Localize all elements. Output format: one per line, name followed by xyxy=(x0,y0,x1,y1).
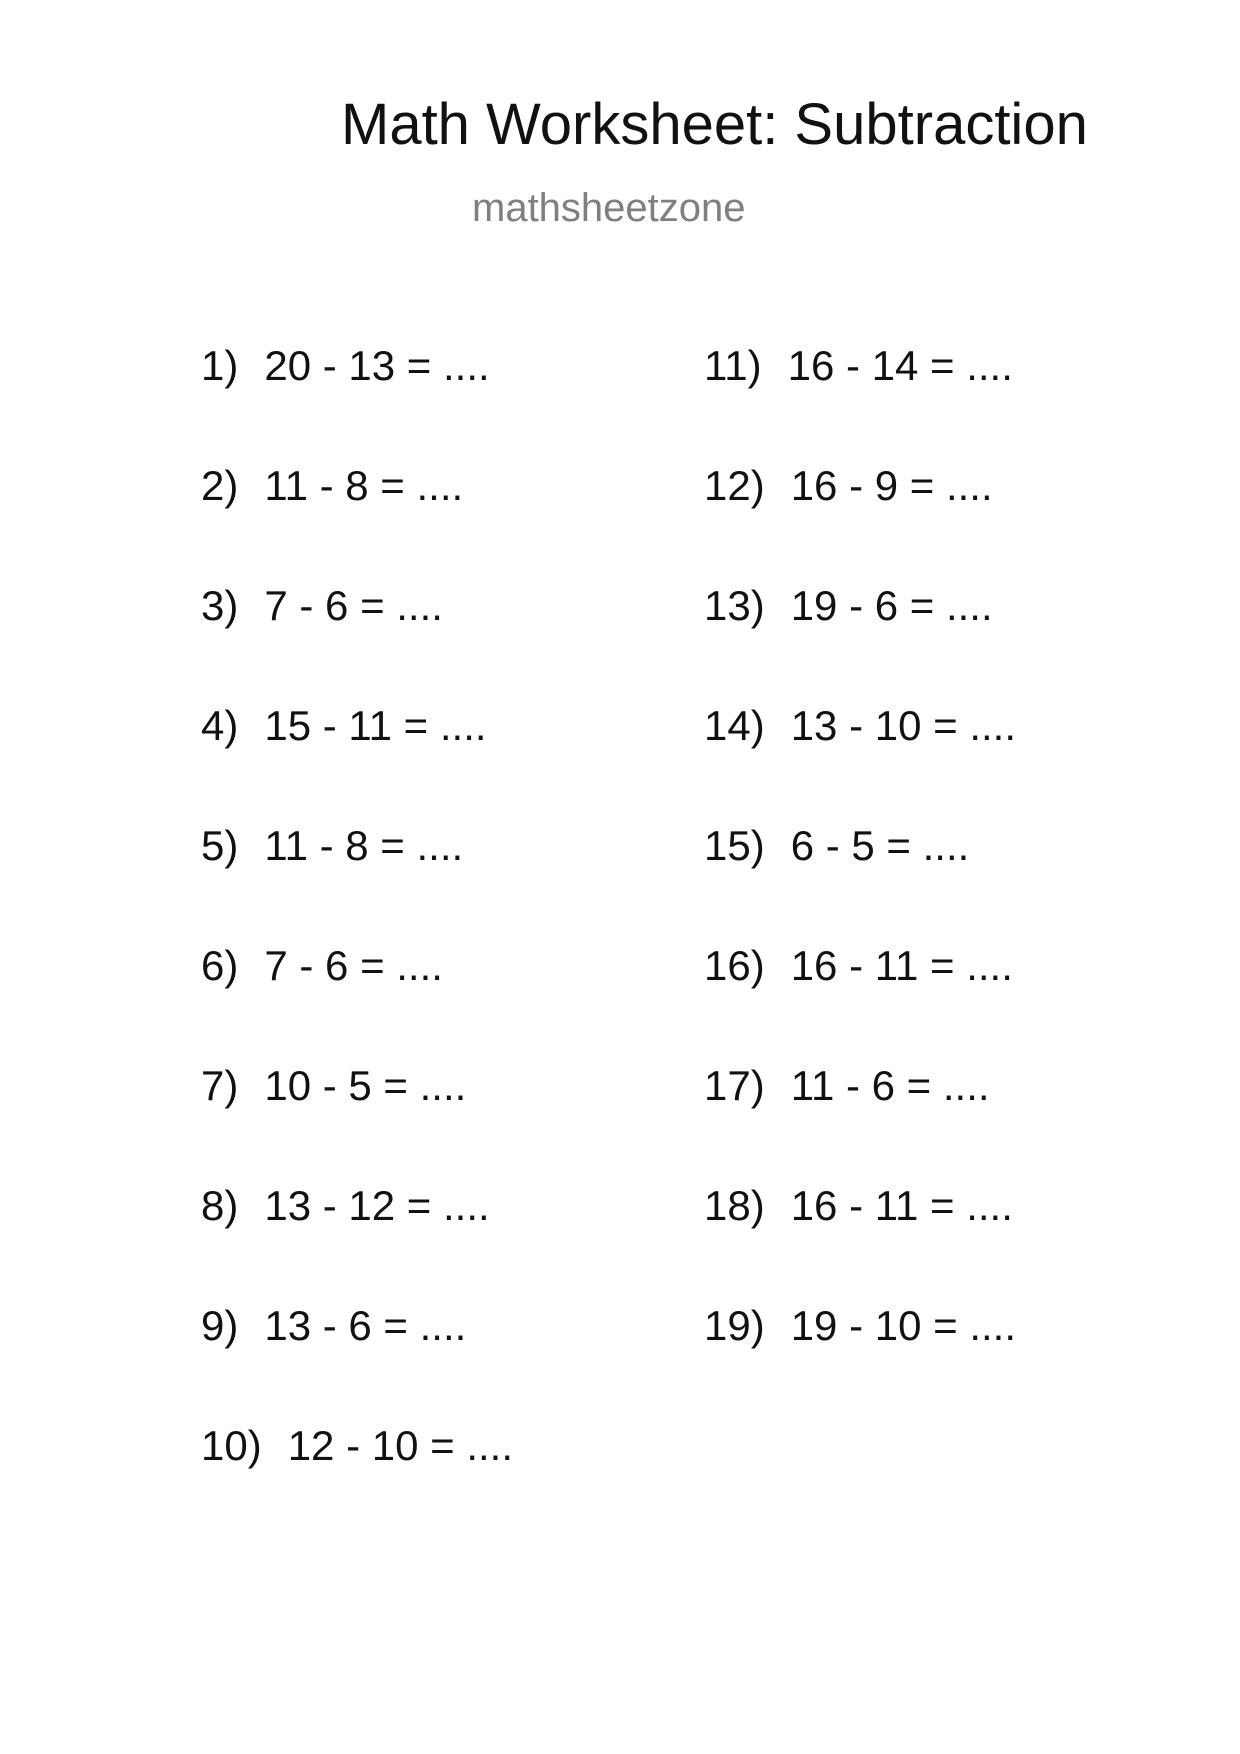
problem-number: 12) xyxy=(704,462,765,509)
problem-item xyxy=(704,702,1017,749)
problem-number: 17) xyxy=(704,1062,765,1109)
problem-expression: 7 - 6 = .... xyxy=(264,942,443,989)
problem-expression: 13 - 12 = .... xyxy=(264,1182,490,1229)
problem-number: 4) xyxy=(201,702,239,749)
problem-expression: 20 - 13 = .... xyxy=(264,342,490,389)
problem-item xyxy=(201,702,487,749)
problem-expression: 12 - 10 = .... xyxy=(287,1422,514,1469)
problem-number: 14) xyxy=(704,702,765,749)
site-watermark: mathsheetzone xyxy=(472,186,746,230)
problem-expression: 16 - 11 = .... xyxy=(790,1182,1013,1229)
problem-expression: 16 - 14 = .... xyxy=(787,342,1013,389)
problem-item xyxy=(704,582,993,629)
problem-item xyxy=(201,1062,467,1109)
problem-item xyxy=(201,1422,514,1469)
problem-item xyxy=(704,462,993,509)
problem-item xyxy=(201,822,464,869)
problem-number: 11) xyxy=(704,342,762,389)
problem-item xyxy=(704,1302,1017,1349)
problem-expression: 13 - 6 = .... xyxy=(264,1302,467,1349)
problem-item xyxy=(704,342,1013,389)
problem-item xyxy=(201,462,464,509)
problem-expression: 11 - 8 = .... xyxy=(264,822,464,869)
problem-item xyxy=(201,582,443,629)
problem-item xyxy=(201,942,443,989)
problem-expression: 19 - 6 = .... xyxy=(790,582,993,629)
problem-expression: 11 - 6 = .... xyxy=(790,1062,990,1109)
problem-expression: 13 - 10 = .... xyxy=(790,702,1017,749)
page-title: Math Worksheet: Subtraction xyxy=(341,92,1088,157)
problem-item xyxy=(201,342,490,389)
problem-item xyxy=(704,822,970,869)
problem-item xyxy=(704,1062,990,1109)
problem-number: 16) xyxy=(704,942,765,989)
problem-expression: 16 - 11 = .... xyxy=(790,942,1013,989)
problem-item xyxy=(704,942,1013,989)
problem-expression: 19 - 10 = .... xyxy=(790,1302,1017,1349)
problem-expression: 16 - 9 = .... xyxy=(790,462,993,509)
problem-number: 2) xyxy=(201,462,239,509)
problem-number: 3) xyxy=(201,582,239,629)
problem-number: 19) xyxy=(704,1302,765,1349)
problem-expression: 6 - 5 = .... xyxy=(790,822,970,869)
problem-expression: 7 - 6 = .... xyxy=(264,582,443,629)
problem-number: 10) xyxy=(201,1422,262,1469)
problem-number: 7) xyxy=(201,1062,239,1109)
problem-number: 5) xyxy=(201,822,239,869)
problem-number: 13) xyxy=(704,582,765,629)
problem-number: 6) xyxy=(201,942,239,989)
problem-item xyxy=(201,1182,490,1229)
problem-expression: 10 - 5 = .... xyxy=(264,1062,467,1109)
problem-number: 1) xyxy=(201,342,239,389)
problem-number: 8) xyxy=(201,1182,239,1229)
problem-number: 18) xyxy=(704,1182,765,1229)
problem-number: 15) xyxy=(704,822,765,869)
problem-item xyxy=(201,1302,467,1349)
problem-expression: 11 - 8 = .... xyxy=(264,462,464,509)
problem-item xyxy=(704,1182,1013,1229)
problem-expression: 15 - 11 = .... xyxy=(264,702,487,749)
problem-number: 9) xyxy=(201,1302,239,1349)
